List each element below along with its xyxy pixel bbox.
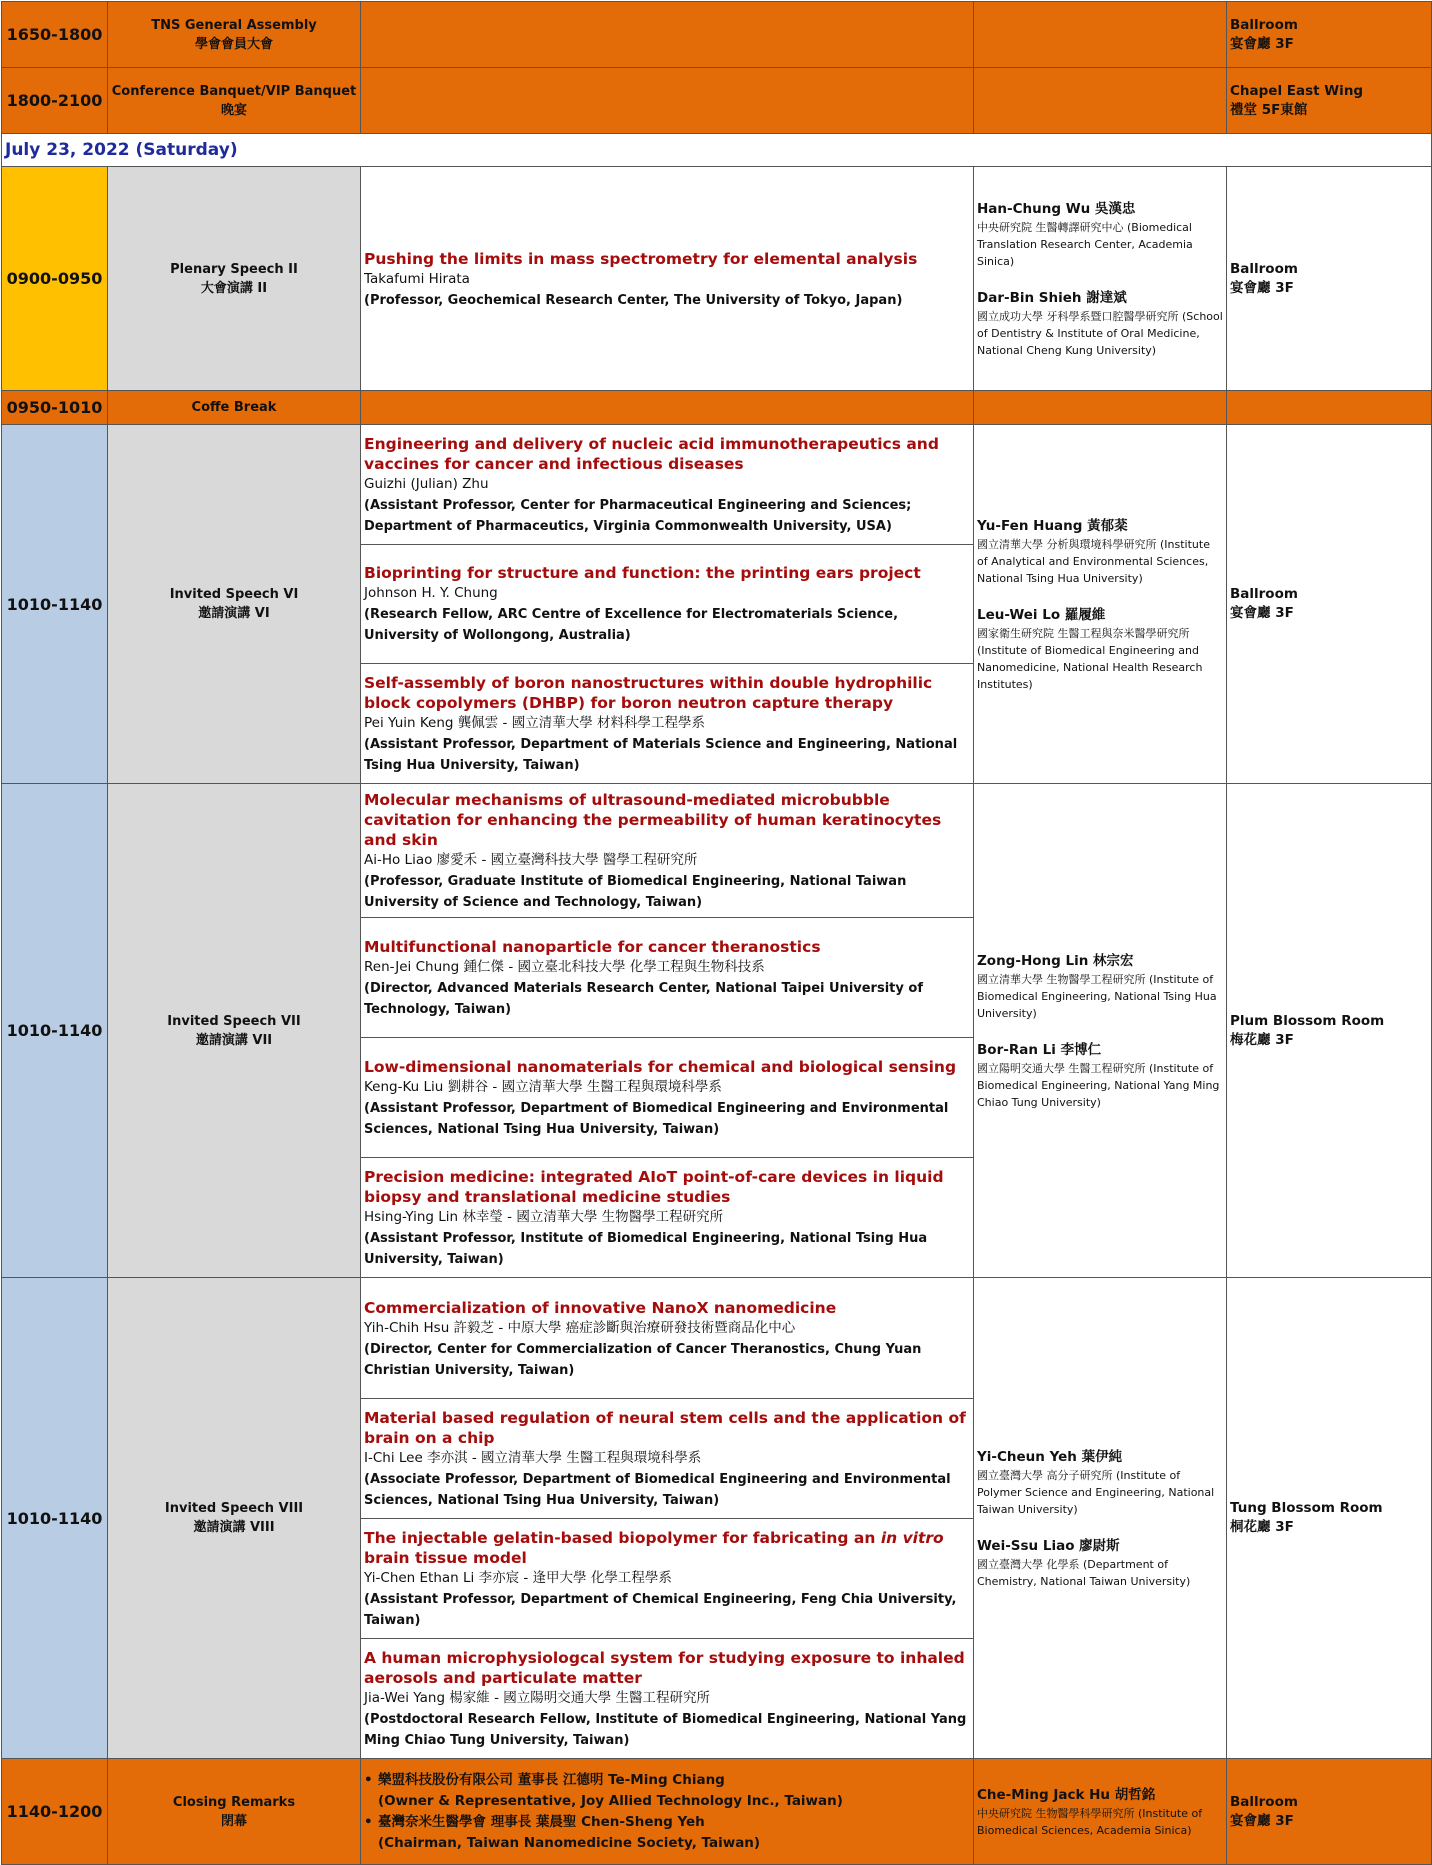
talk-speaker: Johnson H. Y. Chung [364,585,498,601]
talk-affiliation: (Professor, Geochemical Research Center, The University of Tokyo, Japan) [364,292,903,308]
closing-item-name: 臺灣奈米生醫學會 理事長 葉晨聖 Chen-Sheng Yeh [378,1813,705,1830]
schedule-table [1,1,1432,1865]
talk-title: Pushing the limits in mass spectrometry for elemental analysis [364,249,918,268]
talk-item [361,1399,973,1519]
session-title-zh: 閉幕 [220,1813,247,1829]
closing-item-aff: (Owner & Representative, Joy Allied Technology Inc., Taiwan) [378,1792,843,1809]
chair-name: Wei-Ssu Liao 廖尉斯 [977,1537,1120,1554]
chair-name: Che-Ming Jack Hu 胡哲銘 [977,1786,1156,1803]
session-title-zh: 晚宴 [220,102,247,118]
closing-item [364,1812,970,1854]
session-cell [108,1759,361,1865]
room-en: Ballroom [1230,16,1298,33]
talk-affiliation: (Postdoctoral Research Fellow, Institute of Biomedical Engineering, National Yang Ming Chiao Tung University, Taiwan) [364,1711,967,1748]
talk-item [361,1038,973,1158]
chair-affiliation: 國立陽明交通大學 生醫工程研究所 (Institute of Biomedical Engineering, National Yang Ming Chiao Tung University) [977,1061,1220,1109]
talk-speaker: Hsing-Ying Lin 林幸瑩 - 國立清華大學 生物醫學工程研究所 [364,1208,724,1225]
chair-name: Han-Chung Wu 吳漢忠 [977,200,1136,217]
room-zh: 宴會廳 3F [1230,1812,1294,1829]
row-general-assembly [2,2,1432,68]
talk-item [361,1279,973,1399]
talk-speaker: I-Chi Lee 李亦淇 - 國立清華大學 生醫工程與環境科學系 [364,1449,702,1466]
talk-item [361,545,973,664]
talk-affiliation: (Assistant Professor, Department of Chemical Engineering, Feng Chia University, Taiwan) [364,1591,957,1628]
talk-cell [361,68,974,134]
room-en: Chapel East Wing [1230,82,1364,99]
session-title-zh: 學會會員大會 [194,36,273,52]
time-cell: 1010-1140 [2,1278,108,1759]
room-zh: 宴會廳 3F [1230,605,1294,621]
talk-title: A human microphysiologcal system for studying exposure to inhaled aerosols and particulate matter [364,1648,965,1687]
room-zh: 禮堂 5F東館 [1230,101,1308,118]
talk-item [361,918,973,1038]
talk-item [361,664,973,783]
session-title-en: Invited Speech VI [169,587,299,602]
row-invited-8 [2,1278,1432,1759]
room-zh: 桐花廳 3F [1230,1519,1294,1535]
talk-title [364,1528,970,1568]
time-cell: 0900-0950 [2,167,108,391]
room-zh: 梅花廳 3F [1230,1031,1294,1048]
session-title-en: Invited Speech VIII [164,1501,304,1516]
talk-speaker: Guizhi (Julian) Zhu [364,476,489,492]
talk-speaker: Ai-Ho Liao 廖愛禾 - 國立臺灣科技大學 醫學工程研究所 [364,852,698,868]
row-banquet [2,68,1432,134]
time-cell: 0950-1010 [2,391,108,425]
chair-block [977,951,1223,1022]
chair-cell [974,167,1227,391]
chair-cell [974,391,1227,425]
session-cell [108,1278,361,1759]
talk-item [361,785,973,918]
chair-affiliation: 國立臺灣大學 化學系 (Department of Chemistry, National Taiwan University) [977,1557,1191,1588]
session-title-en: Closing Remarks [172,1794,296,1810]
time-cell: 1010-1140 [2,784,108,1278]
closing-item [364,1770,970,1812]
chair-cell [974,425,1227,784]
chair-name: Yu-Fen Huang 黃郁棻 [977,517,1128,534]
talk-item [361,1519,973,1639]
chair-affiliation: 國立臺灣大學 高分子研究所 (Institute of Polymer Science and Engineering, National Taiwan University) [977,1468,1215,1516]
talk-item [361,1639,973,1758]
room-en: Tung Blossom Room [1230,1500,1383,1516]
chair-block [977,516,1223,587]
talk-item [361,426,973,545]
chair-cell [974,1278,1227,1759]
row-invited-6 [2,425,1432,784]
chair-cell [974,784,1227,1278]
talk-title: Engineering and delivery of nucleic acid immunotherapeutics and vaccines for cancer and infectious diseases [364,435,939,473]
talk-speaker: Jia-Wei Yang 楊家維 - 國立陽明交通大學 生醫工程研究所 [364,1689,711,1706]
session-title-zh: 大會演講 II [200,280,268,296]
chair-affiliation: 中央研究院 生物醫學科學研究所 (Institute of Biomedical Sciences, Academia Sinica) [977,1806,1203,1837]
time-cell: 1140-1200 [2,1759,108,1865]
room-en: Ballroom [1230,586,1298,602]
talk-cell [361,167,974,391]
talk-speaker: Pei Yuin Keng 龔佩雲 - 國立清華大學 材料科學工程學系 [364,714,706,731]
talk-affiliation: (Director, Advanced Materials Research Center, National Taipei University of Technology, Taiwan) [364,980,923,1017]
closing-item-name: 樂盟科技股份有限公司 董事長 江德明 Te-Ming Chiang [378,1771,725,1788]
chair-affiliation: 國立清華大學 生物醫學工程研究所 (Institute of Biomedical Engineering, National Tsing Hua University) [977,972,1217,1020]
talk-title: Commercialization of innovative NanoX nanomedicine [364,1298,837,1317]
room-cell [1227,2,1432,68]
room-cell [1227,1278,1432,1759]
chair-cell [974,68,1227,134]
room-cell [1227,1759,1432,1865]
session-cell: Coffe Break [108,391,361,425]
session-cell [108,68,361,134]
chair-name: Yi-Cheun Yeh 葉伊純 [977,1448,1123,1465]
chair-cell [974,2,1227,68]
room-cell [1227,784,1432,1278]
chair-block [977,199,1223,270]
room-zh: 宴會廳 3F [1230,35,1294,52]
talk-cell [361,391,974,425]
talk-title: Self-assembly of boron nanostructures within double hydrophilic block copolymers (DHBP) for boron neutron capture therapy [364,673,933,712]
talk-cell [361,2,974,68]
time-cell: 1650-1800 [2,2,108,68]
talk-speaker: Takafumi Hirata [364,270,470,287]
talk-cell [361,425,974,784]
closing-list [361,1759,974,1865]
chair-block [977,605,1223,693]
session-title-en: TNS General Assembly [151,17,317,33]
talk-speaker: Yi-Chen Ethan Li 李亦宸 - 逢甲大學 化學工程學系 [364,1569,672,1586]
talk-affiliation: (Assistant Professor, Institute of Biomedical Engineering, National Tsing Hua University, Taiwan) [364,1230,928,1267]
room-en: Ballroom [1230,1793,1298,1810]
talk-item [361,168,973,390]
session-title-en: Plenary Speech II [170,261,298,277]
time-cell: 1010-1140 [2,425,108,784]
talk-speaker: Yih-Chih Hsu 許毅芝 - 中原大學 癌症診斷與治療研發技術暨商品化中心 [364,1319,796,1336]
session-title-zh: 邀請演講 VIII [193,1520,275,1535]
date-header: July 23, 2022 (Saturday) [2,134,1432,167]
talk-title: Bioprinting for structure and function: the printing ears project [364,564,921,582]
session-title-en: Invited Speech VII [167,1013,301,1029]
row-plenary [2,167,1432,391]
session-cell [108,167,361,391]
talk-title-part: brain tissue model [364,1548,527,1567]
chair-block [977,1536,1223,1590]
talk-title-part: The injectable gelatin-based biopolymer for fabricating an [364,1528,881,1547]
closing-item-aff: (Chairman, Taiwan Nanomedicine Society, Taiwan) [378,1834,761,1851]
chair-affiliation: 國立清華大學 分析與環境科學研究所 (Institute of Analytical and Environmental Sciences, National Tsing Hua University) [977,537,1210,585]
date-header-row [2,134,1432,167]
chair-cell [974,1759,1227,1865]
chair-name: Leu-Wei Lo 羅履維 [977,606,1106,623]
room-cell [1227,425,1432,784]
chair-name: Bor-Ran Li 李博仁 [977,1041,1102,1058]
talk-speaker: Ren-Jei Chung 鍾仁傑 - 國立臺北科技大學 化學工程與生物科技系 [364,958,765,975]
row-coffee-break [2,391,1432,425]
chair-block [977,288,1223,359]
talk-title: Material based regulation of neural stem cells and the application of brain on a chip [364,1408,966,1447]
talk-title-italic: in vitro [880,1528,944,1547]
session-title-en: Conference Banquet/VIP Banquet [111,83,357,99]
talk-title: Precision medicine: integrated AIoT point-of-care devices in liquid biopsy and translational medicine studies [364,1167,944,1206]
session-cell [108,784,361,1278]
talk-title: Multifunctional nanoparticle for cancer theranostics [364,937,821,956]
session-cell [108,2,361,68]
talk-speaker: Keng-Ku Liu 劉耕谷 - 國立清華大學 生醫工程與環境科學系 [364,1078,722,1095]
chair-block [977,1447,1223,1518]
chair-affiliation: 中央研究院 生醫轉譯研究中心 (Biomedical Translation Research Center, Academia Sinica) [977,220,1193,268]
session-title-zh: 邀請演講 VII [195,1032,273,1048]
chair-affiliation: 國立成功大學 牙科學系暨口腔醫學研究所 (School of Dentistry & Institute of Oral Medicine, National Cheng Kung University) [977,309,1223,357]
talk-affiliation: (Professor, Graduate Institute of Biomedical Engineering, National Taiwan University of Science and Technology, Taiwan) [364,874,907,910]
talk-title: Low-dimensional nanomaterials for chemical and biological sensing [364,1057,957,1076]
talk-cell [361,1278,974,1759]
talk-affiliation: (Research Fellow, ARC Centre of Excellence for Electromaterials Science, University of Wollongong, Australia) [364,607,899,643]
room-cell [1227,68,1432,134]
talk-affiliation: (Associate Professor, Department of Biomedical Engineering and Environmental Sciences, National Tsing Hua University, Taiwan) [364,1471,951,1508]
talk-title: Molecular mechanisms of ultrasound-mediated microbubble cavitation for enhancing the permeability of human keratinocytes and skin [364,791,942,849]
session-cell [108,425,361,784]
chair-name: Zong-Hong Lin 林宗宏 [977,952,1134,969]
talk-cell [361,784,974,1278]
talk-affiliation: (Assistant Professor, Center for Pharmaceutical Engineering and Sciences; Department of Pharmaceutics, Virginia Commonwealth University, USA) [364,498,912,534]
time-cell: 1800-2100 [2,68,108,134]
room-zh: 宴會廳 3F [1230,279,1294,296]
room-cell [1227,167,1432,391]
chair-name: Dar-Bin Shieh 謝達斌 [977,289,1127,306]
talk-affiliation: (Assistant Professor, Department of Materials Science and Engineering, National Tsing Hua University, Taiwan) [364,736,958,773]
room-cell [1227,391,1432,425]
chair-block [977,1040,1223,1111]
room-en: Plum Blossom Room [1230,1012,1385,1029]
session-title-zh: 邀請演講 VI [198,606,270,621]
row-invited-7 [2,784,1432,1278]
room-en: Ballroom [1230,260,1298,277]
row-closing [2,1759,1432,1865]
talk-affiliation: (Director, Center for Commercialization of Cancer Theranostics, Chung Yuan Christian University, Taiwan) [364,1341,922,1378]
talk-affiliation: (Assistant Professor, Department of Biomedical Engineering and Environmental Sciences, National Tsing Hua University, Taiwan) [364,1100,949,1137]
talk-item [361,1158,973,1277]
chair-affiliation: 國家衛生研究院 生醫工程與奈米醫學研究所 (Institute of Biomedical Engineering and Nanomedicine, National Health Research Institutes) [977,626,1203,691]
